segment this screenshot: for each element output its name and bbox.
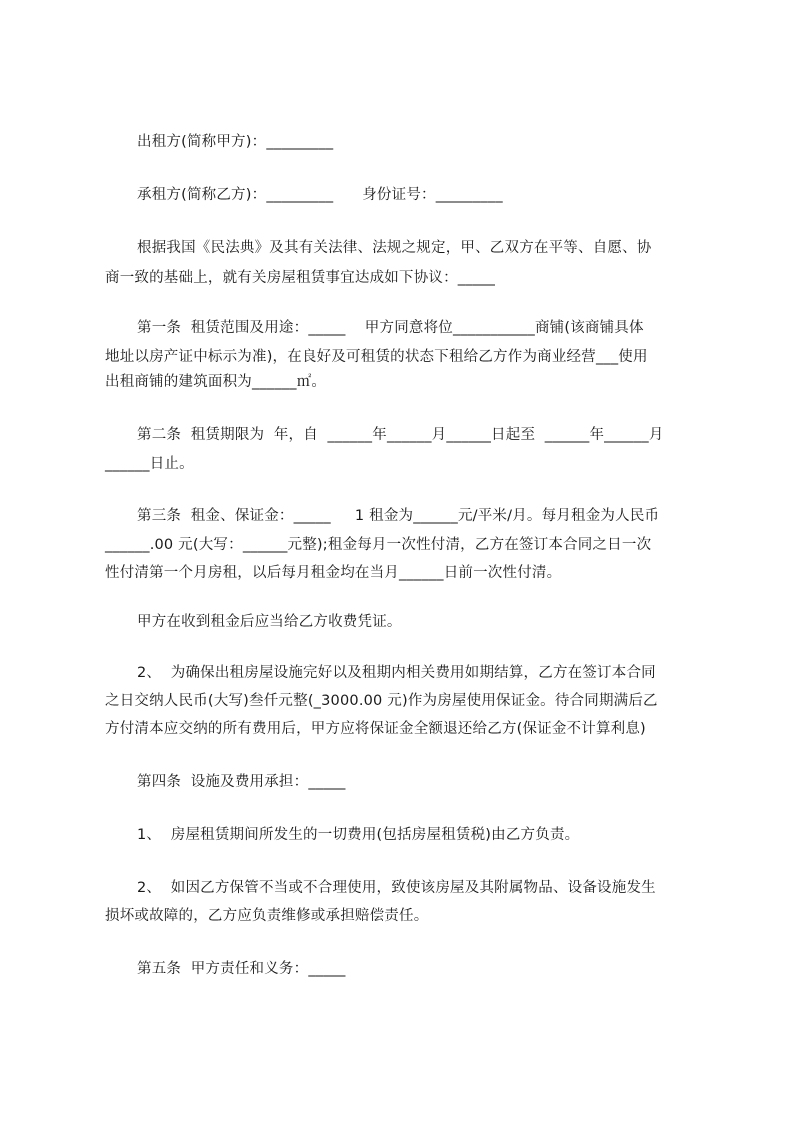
article-1-line-1: 第一条 租赁范围及用途：_____ 甲方同意将位___________商铺(该商铺具体 — [137, 320, 644, 336]
preamble-line-1: 根据我国《民法典》及其有关法律、法规之规定，甲、乙双方在平等、自愿、协 — [137, 240, 652, 256]
article-4-item-2-line-1: 2、 如因乙方保管不当或不合理使用，致使该房屋及其附属物品、设备设施发生 — [137, 880, 656, 896]
article-1-line-2: 地址以房产证中标示为准)，在良好及可租赁的状态下租给乙方作为商业经营___使用 — [105, 349, 648, 365]
article-3-line-3: 性付清第一个月房租，以后每月租金均在当月______日前一次性付清。 — [105, 565, 562, 581]
lessor-line: 出租方(简称甲方)：_________ — [137, 134, 334, 150]
lessee-line: 承租方(简称乙方)：_________ 身份证号：_________ — [137, 187, 503, 203]
article-2-line-2: ______日止。 — [105, 456, 194, 472]
article-3-line-2: ______.00 元(大写：______元整);租金每月一次性付清，乙方在签订本合同之日一次 — [105, 537, 652, 553]
deposit-line-1: 2、 为确保出租房屋设施完好以及租期内相关费用如期结算，乙方在签订本合同 — [137, 665, 656, 681]
article-1-line-3: 出租商铺的建筑面积为______㎡。 — [105, 374, 327, 390]
article-4-item-2-line-2: 损坏或故障的，乙方应负责维修或承担赔偿责任。 — [105, 908, 429, 924]
preamble-line-2: 商一致的基础上，就有关房屋租赁事宜达成如下协议：_____ — [105, 270, 496, 286]
deposit-line-2: 之日交纳人民币(大写)叁仟元整(_3000.00 元)作为房屋使用保证金。待合同期满后乙 — [105, 693, 658, 709]
article-4-item-1: 1、 房屋租赁期间所发生的一切费用(包括房屋租赁税)由乙方负责。 — [137, 827, 580, 843]
deposit-line-3: 方付清本应交纳的所有费用后，甲方应将保证金全额退还给乙方(保证金不计算利息) — [105, 721, 646, 737]
article-4-line: 第四条 设施及费用承担：_____ — [137, 774, 346, 790]
article-2-line-1: 第二条 租赁期限为 年，自 ______年______月______日起至 ______年______月 — [137, 427, 664, 443]
article-3-line-1: 第三条 租金、保证金：_____ 1 租金为______元/平米/月。每月租金为人民币 — [137, 508, 660, 524]
receipt-line: 甲方在收到租金后应当给乙方收费凭证。 — [137, 614, 402, 630]
article-5-line: 第五条 甲方责任和义务：_____ — [137, 961, 346, 977]
